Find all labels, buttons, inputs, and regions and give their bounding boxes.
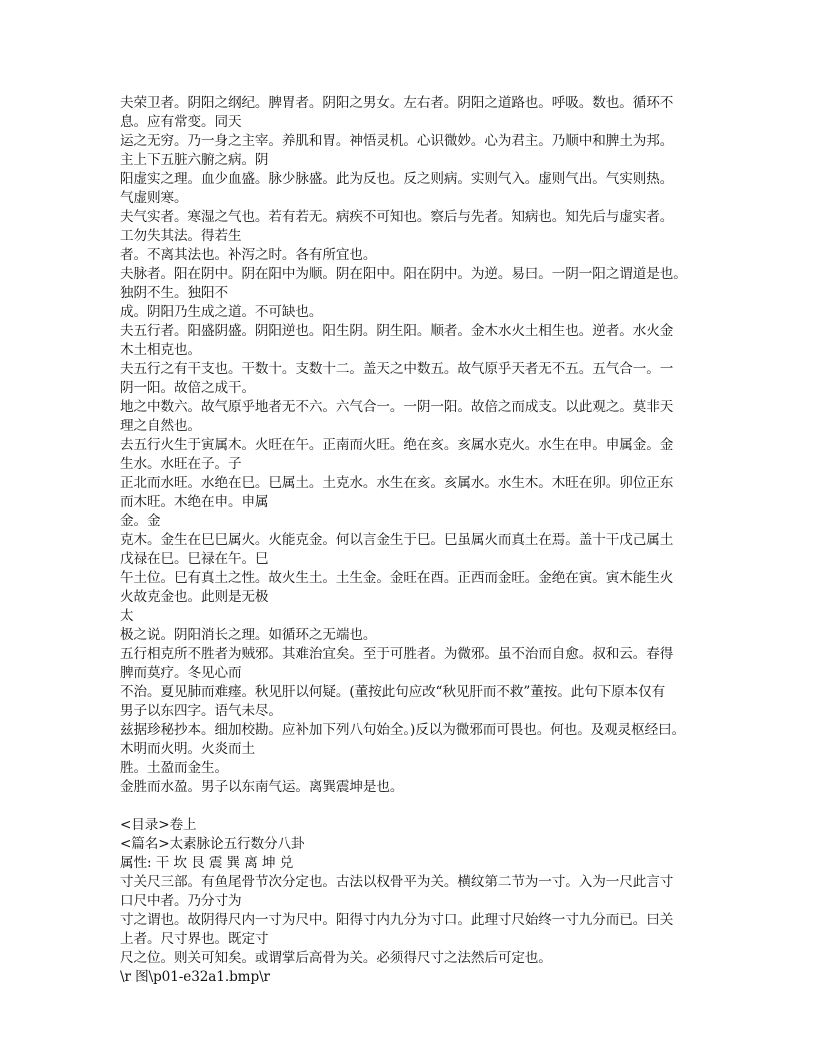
text-line: 工勿失其法。得若生 [120,228,242,244]
section-gap [120,797,702,816]
text-line: 男子以东四字。语气未尽。 [120,703,282,719]
text-line: 阳虚实之理。血少血盛。脉少脉盛。此为反也。反之则病。实则气入。虚则气出。气实则热。 [120,171,674,187]
text-line: 独阴不生。独阳不 [120,285,228,301]
text-line: 地之中数六。故气原乎地者无不六。六气合一。一阴一阳。故倍之而成支。以此观之。莫非天 [120,399,674,415]
text-line: 正北而水旺。水绝在巳。巳属土。土克水。水生在亥。亥属水。水生木。木旺在卯。卯位正东 [120,475,674,491]
text-line: 成。阴阳乃生成之道。不可缺也。 [120,304,323,320]
text-line: 夫脉者。阳在阴中。阴在阳中为顺。阴在阳中。阳在阴中。为逆。易曰。一阴一阳之谓道是也。 [120,266,687,282]
text-line: 不治。夏见肺而难瘗。秋见肝以何疑。(董按此句应改“秋见肝而不救”董按。此句下原本仅有 [120,684,666,700]
text-line: 气虚则寒。 [120,190,188,206]
text-line: 上者。尺寸界也。既定寸 [120,931,269,947]
text-line: 口尺中者。乃分寸为 [120,893,242,909]
text-line: <目录>卷上 [120,817,197,833]
text-line: 太 [120,608,134,624]
text-section-2 [120,816,702,987]
text-line: 夫荣卫者。阴阳之纲纪。脾胃者。阴阳之男女。左右者。阴阳之道路也。呼吸。数也。循环不 [120,95,674,111]
text-line: 阴一阳。故倍之成干。 [120,380,255,396]
text-line: 五行相克所不胜者为贼邪。其难治宜矣。至于可胜者。为微邪。虽不治而自愈。叔和云。春得 [120,646,674,662]
text-line: <篇名>太素脉论五行数分八卦 [120,836,305,852]
text-line: 属性: 干 坎 艮 震 巽 离 坤 兑 [120,855,294,871]
text-line: 金。金 [120,513,161,529]
text-line: 者。不离其法也。补泻之时。各有所宜也。 [120,247,377,263]
text-line: 午土位。巳有真土之性。故火生土。土生金。金旺在酉。正西而金旺。金绝在寅。寅木能生火 [120,570,674,586]
text-line: 脾而莫疗。冬见心而 [120,665,242,681]
text-line: 运之无穷。乃一身之主宰。养肌和胃。神悟灵机。心识微妙。心为君主。乃顺中和脾土为邦。 [120,133,674,149]
text-line: 戊禄在巳。巳禄在午。巳 [120,551,269,567]
text-line: 主上下五脏六腑之病。阴 [120,152,269,168]
text-line: 而木旺。木绝在申。申属 [120,494,269,510]
text-line: 寸关尺三部。有鱼尾骨节次分定也。古法以权骨平为关。横纹第二节为一寸。入为一尺此言寸 [120,874,674,890]
text-line: \r 图\p01-e32a1.bmp\r [120,969,270,985]
text-line: 兹据珍秘抄本。细加校勘。应补加下列八句始全。)反以为微邪而可畏也。何也。及观灵枢经曰。 [120,722,686,738]
text-line: 息。应有常变。同天 [120,114,242,130]
text-line: 寸之谓也。故阴得尺内一寸为尺中。阳得寸内九分为寸口。此理寸尺始终一寸九分而已。曰关 [120,912,674,928]
text-line: 金胜而水盈。男子以东南气运。离巽震坤是也。 [120,779,404,795]
text-line: 木土相克也。 [120,342,201,358]
text-line: 极之说。阴阳消长之理。如循环之无端也。 [120,627,377,643]
text-line: 木明而火明。火炎而土 [120,741,255,757]
text-line: 夫五行者。阳盛阴盛。阴阳逆也。阳生阴。阴生阳。顺者。金木水火土相生也。逆者。水火金 [120,323,674,339]
text-line: 夫五行之有干支也。干数十。支数十二。盖天之中数五。故气原乎天者无不五。五气合一。一 [120,361,674,377]
text-line: 生水。水旺在子。子 [120,456,242,472]
text-section-1 [120,94,702,797]
text-line: 胜。土盈而金生。 [120,760,228,776]
text-line: 尺之位。则关可知矣。或谓掌后高骨为关。必须得尺寸之法然后可定也。 [120,950,552,966]
text-line: 克木。金生在巳巳属火。火能克金。何以言金生于巳。巳虽属火而真土在焉。盖十干戊己属土 [120,532,674,548]
document-body [120,94,702,987]
text-line: 火故克金也。此则是无极 [120,589,269,605]
text-line: 理之自然也。 [120,418,201,434]
text-line: 夫气实者。寒湿之气也。若有若无。病疾不可知也。察后与先者。知病也。知先后与虚实者。 [120,209,674,225]
text-line: 去五行火生于寅属木。火旺在午。正南而火旺。绝在亥。亥属水克火。水生在申。申属金。金 [120,437,674,453]
